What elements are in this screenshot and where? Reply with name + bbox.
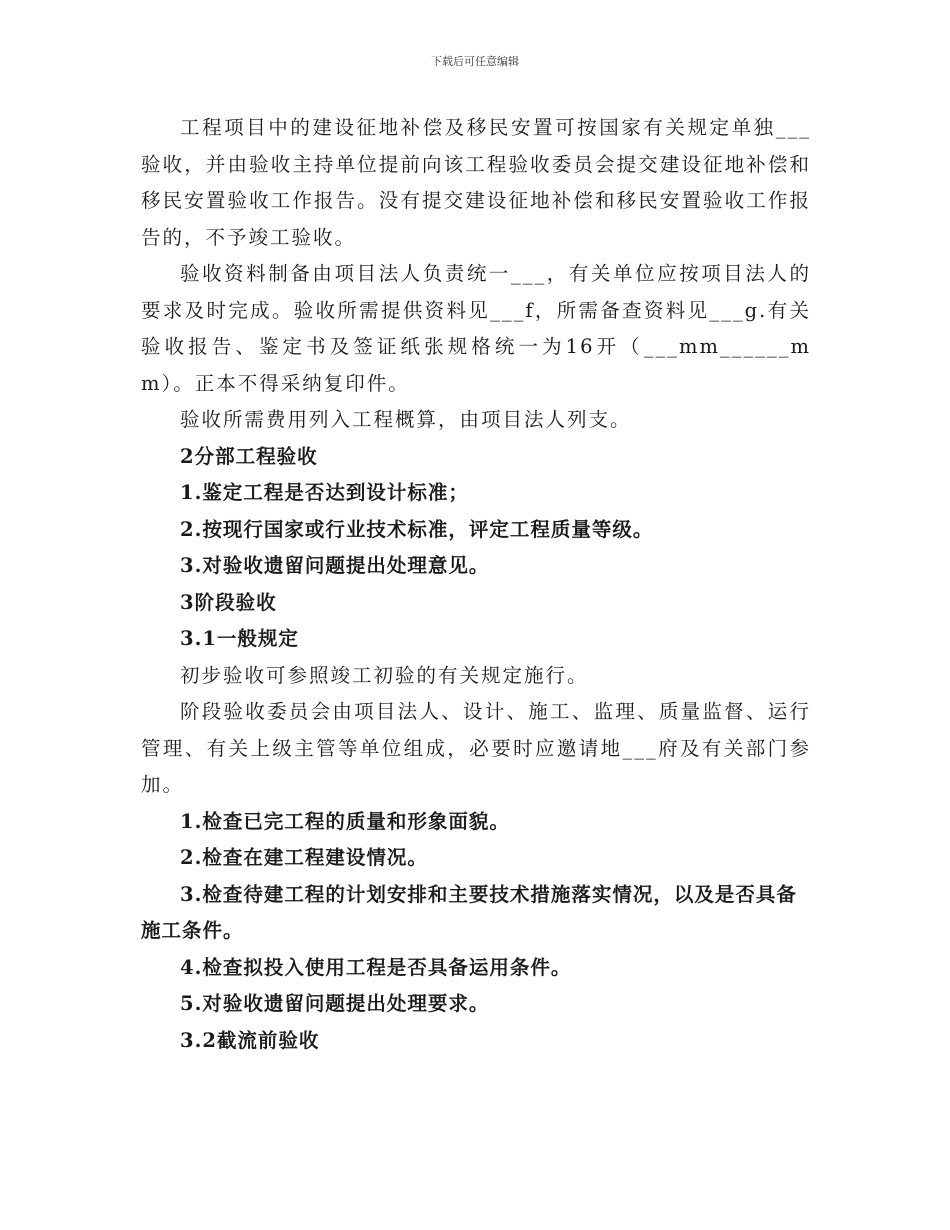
subsection-heading: 3.2截流前验收 <box>180 1028 320 1052</box>
section-heading: 2分部工程验收 <box>180 444 318 468</box>
paragraph: 验收资料制备由项目法人负责统一___，有关单位应按项目法人的要求及时完成。验收所需提供资料见___f，所需备查资料见___g.有关验收报告、鉴定书及签证纸张规格统一为16开（___mm______mm）。正本不得采纳复印件。 <box>141 262 811 395</box>
paragraph: 初步验收可参照竣工初验的有关规定施行。 <box>180 663 589 687</box>
section-heading: 3阶段验收 <box>180 590 277 614</box>
list-item: 5.对验收遗留问题提出处理要求。 <box>180 992 490 1015</box>
list-item: 1.检查已完工程的质量和形象面貌。 <box>180 809 510 833</box>
list-item: 1.鉴定工程是否达到设计标准； <box>180 481 469 504</box>
list-item: 2.按现行国家或行业技术标准，评定工程质量等级。 <box>180 517 654 541</box>
paragraph: 工程项目中的建设征地补偿及移民安置可按国家有关规定单独___验收，并由验收主持单位提前向该工程验收委员会提交建设征地补偿和移民安置验收工作报告。没有提交建设征地补偿和移民安置验收工作报告的，不予竣工验收。 <box>141 116 811 249</box>
list-item: 2.检查在建工程建设情况。 <box>180 846 428 869</box>
subsection-heading: 3.1一般规定 <box>180 627 299 650</box>
paragraph: 阶段验收委员会由项目法人、设计、施工、监理、质量监督、运行管理、有关上级主管等单位组成，必要时应邀请地___府及有关部门参加。 <box>141 700 811 796</box>
paragraph: 验收所需费用列入工程概算，由项目法人列支。 <box>180 408 632 431</box>
list-item: 3.对验收遗留问题提出处理意见。 <box>180 554 490 577</box>
list-item: 3.检查待建工程的计划安排和主要技术措施落实情况，以及是否具备施工条件。 <box>141 882 797 942</box>
page-header: 下载后可任意编辑 <box>431 55 519 68</box>
list-item: 4.检查拟投入使用工程是否具备运用条件。 <box>180 955 572 979</box>
document-body <box>141 110 811 1059</box>
